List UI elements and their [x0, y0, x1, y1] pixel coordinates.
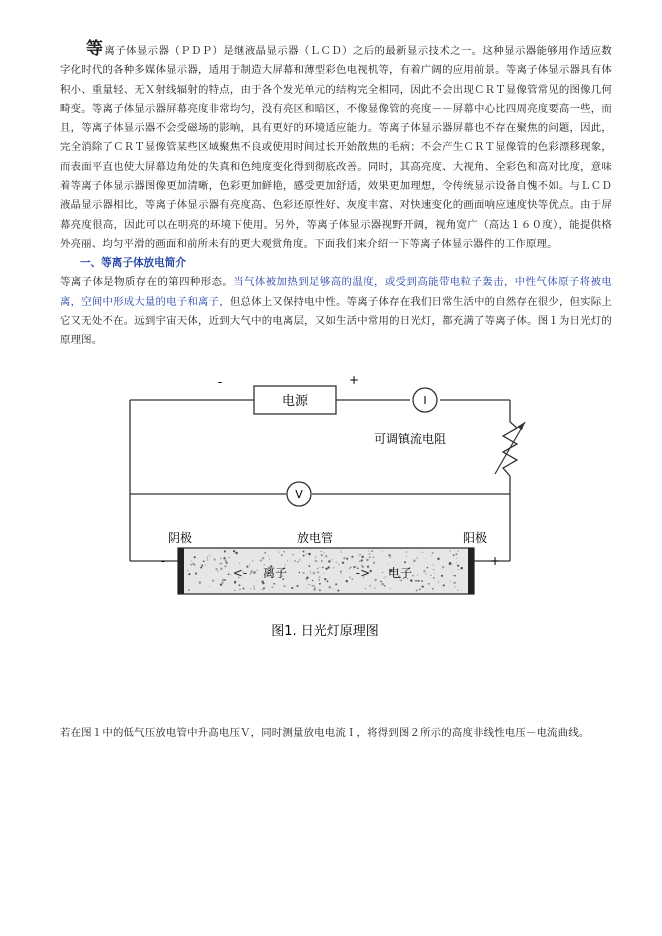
plasma-speck — [281, 554, 283, 556]
plasma-speck — [419, 588, 421, 590]
plasma-speck — [315, 556, 317, 558]
plasma-speck — [457, 590, 458, 591]
plasma-speck — [260, 559, 262, 561]
document-body — [60, 40, 612, 350]
plasma-speck — [455, 586, 456, 587]
plasma-speck — [252, 560, 253, 561]
plasma-speck — [305, 578, 307, 580]
plasma-speck — [369, 553, 371, 555]
voltmeter-label: V — [295, 488, 303, 501]
plasma-speck — [428, 583, 429, 584]
plasma-speck — [333, 588, 334, 589]
plasma-speck — [287, 560, 288, 561]
plasma-speck — [384, 578, 385, 579]
plasma-speck — [453, 575, 454, 576]
plasma-speck — [432, 588, 433, 589]
cathode-minus: - — [160, 554, 166, 568]
plasma-speck — [319, 583, 321, 585]
plasma-speck — [413, 559, 416, 562]
plasma-speck — [443, 584, 445, 586]
plasma-speck — [351, 578, 353, 580]
plasma-speck — [368, 551, 369, 552]
figure-1 — [70, 322, 530, 652]
plasma-speck — [416, 557, 417, 558]
plasma-speck — [458, 551, 459, 552]
plasma-speck — [349, 577, 351, 579]
plasma-speck — [325, 555, 327, 557]
plasma-speck — [442, 566, 444, 568]
plasma-speck — [449, 563, 451, 565]
plasma-speck — [194, 564, 196, 566]
plasma-speck — [427, 567, 429, 569]
plasma-speck — [433, 564, 434, 565]
plasma-speck — [351, 556, 353, 558]
power-label: 电源 — [281, 394, 309, 409]
plasma-speck — [437, 558, 439, 560]
anode-plus: + — [489, 554, 501, 568]
plasma-speck — [431, 556, 432, 557]
figure-caption: 图1. 日光灯原理图 — [271, 624, 379, 639]
plasma-speck — [297, 561, 299, 563]
plasma-speck — [262, 582, 264, 584]
plasma-speck — [220, 563, 222, 565]
plasma-speck — [256, 570, 257, 571]
plasma-speck — [308, 584, 310, 586]
plasma-speck — [191, 560, 192, 561]
plasma-speck — [338, 564, 339, 565]
plasma-speck — [214, 558, 216, 560]
ion-label: 离子 — [262, 566, 288, 580]
section-text-b: 但总体上又保持电中性。等离子体存在我们日常生活中的自然存在很少，但实际上它又无处不在。远到宇宙天体，近到大气中的电离层，又如生活中常用的日光灯，都充满了等离子体。图１为日光灯的原理图。 — [60, 295, 612, 347]
plasma-speck — [209, 586, 210, 587]
plasma-speck — [254, 588, 255, 589]
plasma-speck — [194, 556, 196, 558]
plasma-speck — [441, 575, 443, 577]
plasma-speck — [212, 580, 214, 582]
cathode-electrode — [178, 548, 184, 594]
plasma-speck — [208, 555, 209, 556]
plasma-speck — [421, 580, 423, 582]
discharge-tube — [178, 548, 474, 594]
plasma-speck — [458, 569, 459, 570]
plasma-speck — [314, 587, 316, 589]
plasma-speck — [303, 551, 305, 553]
plasma-speck — [343, 557, 345, 559]
intro-paragraph — [60, 40, 612, 254]
svg-text:->: -> — [355, 566, 371, 580]
plasma-speck — [220, 568, 223, 571]
plasma-speck — [306, 553, 307, 554]
intro-dropcap: 等 — [86, 39, 104, 59]
plasma-speck — [456, 558, 457, 559]
plasma-speck — [371, 550, 373, 552]
plasma-speck — [373, 556, 375, 558]
plasma-speck — [406, 556, 407, 557]
plasma-speck — [434, 573, 435, 574]
plasma-speck — [432, 552, 434, 554]
plasma-speck — [342, 562, 344, 564]
plasma-speck — [251, 570, 254, 573]
plasma-speck — [224, 565, 226, 567]
plasma-speck — [321, 551, 322, 552]
plasma-speck — [460, 567, 463, 570]
plasma-speck — [454, 575, 456, 577]
plasma-speck — [219, 564, 220, 565]
plasma-speck — [389, 554, 391, 556]
plasma-speck — [346, 558, 348, 560]
plasma-speck — [192, 562, 194, 564]
plasma-speck — [224, 550, 226, 552]
plasma-speck — [381, 583, 384, 586]
svg-text:<-: <- — [232, 566, 248, 580]
plasma-speck — [220, 558, 221, 559]
plasma-speck — [422, 552, 423, 553]
plasma-speck — [325, 568, 327, 570]
plasma-speck — [323, 573, 324, 574]
plasma-speck — [369, 585, 370, 586]
plasma-speck — [250, 588, 251, 589]
electron-label: 电子 — [387, 566, 413, 580]
plasma-speck — [361, 559, 363, 561]
plasma-speck — [190, 564, 192, 566]
plasma-speck — [366, 559, 369, 562]
plasma-speck — [388, 563, 389, 564]
plasma-speck — [452, 571, 453, 572]
plasma-speck — [292, 554, 294, 556]
plasma-speck — [187, 570, 189, 572]
plasma-speck — [200, 566, 202, 568]
plasma-speck — [294, 560, 295, 561]
plasma-speck — [188, 589, 190, 591]
plasma-speck — [438, 581, 439, 582]
plasma-speck — [215, 568, 217, 570]
plasma-speck — [412, 575, 414, 577]
plasma-speck — [453, 582, 455, 584]
plasma-speck — [284, 585, 286, 587]
plasma-speck — [341, 573, 342, 574]
plasma-speck — [269, 590, 270, 591]
plasma-speck — [224, 579, 226, 581]
plasma-speck — [258, 570, 259, 571]
plasma-speck — [296, 585, 298, 587]
plasma-speck — [433, 577, 434, 578]
plasma-speck — [321, 554, 323, 556]
plasma-speck — [415, 580, 417, 582]
plasma-speck — [317, 571, 319, 573]
plasma-speck — [346, 580, 348, 582]
plasma-speck — [302, 572, 303, 573]
plasma-speck — [390, 557, 391, 558]
plasma-speck — [374, 579, 376, 581]
plasma-speck — [228, 573, 230, 575]
plasma-speck — [223, 557, 225, 559]
plasma-speck — [299, 572, 300, 573]
plasma-speck — [271, 586, 273, 588]
plasma-speck — [359, 554, 361, 556]
power-plus: + — [348, 373, 360, 387]
plasma-speck — [382, 572, 383, 573]
plasma-speck — [453, 554, 455, 556]
plasma-speck — [250, 573, 252, 575]
plasma-speck — [349, 568, 350, 569]
resistor-arrow — [495, 422, 525, 474]
plasma-speck — [340, 571, 342, 573]
plasma-speck — [335, 584, 336, 585]
plasma-speck — [283, 551, 284, 552]
plasma-speck — [335, 561, 336, 562]
plasma-speck — [455, 553, 457, 555]
plasma-speck — [311, 585, 313, 587]
plasma-speck — [193, 564, 194, 565]
plasma-speck — [310, 573, 311, 574]
plasma-speck — [310, 571, 311, 572]
plasma-speck — [315, 560, 317, 562]
plasma-speck — [326, 580, 328, 582]
plasma-speck — [328, 560, 330, 562]
plasma-speck — [306, 587, 307, 588]
plasma-speck — [228, 557, 229, 558]
plasma-speck — [299, 559, 301, 561]
plasma-speck — [350, 567, 351, 568]
plasma-speck — [313, 572, 315, 574]
plasma-speck — [199, 581, 202, 584]
plasma-speck — [433, 569, 434, 570]
plasma-speck — [230, 574, 231, 575]
plasma-speck — [207, 557, 208, 558]
section-text-a: 等离子体是物质存在的第四种形态。 — [60, 276, 234, 289]
plasma-speck — [337, 590, 339, 592]
plasma-speck — [369, 556, 371, 558]
plasma-speck — [249, 564, 250, 565]
plasma-speck — [450, 581, 451, 582]
plasma-speck — [416, 589, 418, 591]
plasma-speck — [373, 562, 375, 564]
section-heading: 一、等离子体放电简介 — [80, 257, 186, 270]
plasma-speck — [374, 588, 375, 589]
anode-label: 阳极 — [462, 531, 488, 545]
plasma-speck — [319, 567, 320, 568]
plasma-speck — [253, 586, 255, 588]
plasma-speck — [365, 588, 366, 589]
plasma-speck — [262, 589, 264, 591]
plasma-speck — [313, 585, 315, 587]
plasma-speck — [322, 567, 324, 569]
plasma-speck — [380, 581, 382, 583]
plasma-speck — [243, 588, 245, 590]
fluorescent-lamp-diagram — [70, 322, 530, 652]
plasma-speck — [195, 573, 197, 575]
plasma-speck — [340, 551, 341, 552]
plasma-speck — [303, 555, 305, 557]
plasma-speck — [361, 556, 363, 558]
plasma-speck — [359, 556, 360, 557]
plasma-speck — [319, 589, 321, 591]
plasma-speck — [201, 564, 202, 565]
plasma-speck — [269, 559, 270, 560]
plasma-speck — [239, 584, 241, 586]
plasma-speck — [359, 555, 360, 556]
plasma-speck — [450, 550, 451, 551]
ammeter-label: I — [423, 394, 427, 407]
plasma-speck — [328, 586, 331, 589]
plasma-speck — [262, 557, 264, 559]
cathode-label: 阴极 — [167, 531, 193, 545]
plasma-speck — [319, 576, 321, 578]
plasma-speck — [279, 552, 280, 553]
plasma-speck — [207, 559, 208, 560]
plasma-speck — [308, 553, 311, 556]
plasma-speck — [324, 552, 325, 553]
plasma-speck — [382, 551, 383, 552]
plasma-speck — [422, 585, 424, 587]
power-minus: - — [217, 375, 223, 389]
plasma-speck — [317, 568, 318, 569]
plasma-speck — [205, 565, 206, 566]
plasma-speck — [406, 551, 408, 553]
plasma-speck — [438, 583, 439, 584]
plasma-speck — [210, 556, 211, 557]
paragraph-2-block — [60, 724, 612, 743]
plasma-speck — [235, 552, 238, 555]
plasma-speck — [217, 570, 219, 572]
plasma-speck — [359, 560, 361, 562]
plasma-speck — [333, 567, 334, 568]
plasma-speck — [312, 580, 313, 581]
resistor-label: 可调镇流电阻 — [373, 432, 447, 446]
plasma-speck — [431, 575, 432, 576]
plasma-speck — [457, 565, 459, 567]
plasma-speck — [268, 555, 269, 556]
plasma-speck — [222, 579, 224, 581]
plasma-speck — [256, 581, 257, 582]
plasma-speck — [321, 560, 323, 562]
plasma-speck — [308, 565, 310, 567]
plasma-speck — [324, 578, 326, 580]
plasma-speck — [390, 588, 391, 589]
paragraph-2: 若在图１中的低气压放电管中升高电压Ｖ，同时测量放电电流Ｉ，将得到图２所示的高度非线性电压－电流曲线。 — [60, 727, 590, 739]
plasma-speck — [291, 587, 293, 589]
plasma-speck — [456, 562, 457, 563]
plasma-speck — [314, 560, 315, 561]
plasma-speck — [319, 579, 320, 580]
plasma-speck — [253, 572, 255, 574]
plasma-speck — [225, 560, 227, 562]
plasma-speck — [328, 566, 330, 568]
plasma-speck — [331, 559, 332, 560]
plasma-speck — [264, 552, 266, 554]
plasma-speck — [273, 583, 275, 585]
plasma-speck — [261, 589, 262, 590]
plasma-speck — [234, 581, 236, 583]
intro-text: 离子体显示器（ＰＤＰ）是继液晶显示器（ＬＣＤ）之后的最新显示技术之一。这种显示器能够用作适应数字化时代的各种多媒体显示器，适用于制造大屏幕和薄型彩色电视机等，有着广阔的应用前景。等离子体显示器具有体积小、重量轻、无Ｘ射线辐射的特点，由于各个发光单元的结构完全相同，因此不会出现ＣＲＴ显像管常见的图像几何畸变。等离子体显示器屏幕亮度非常均匀，没有亮区和暗区，不像显像管的亮度－－屏幕中心比四周亮度要高一些，而且，等离子体显示器不会受磁场的影响，具有更好的环境适应能力。等离子体显示器屏幕也不存在聚焦的问题，因此，完全消除了ＣＲＴ显像管某些区域聚焦不良或使用时间过长开始散焦的毛病；不会产生ＣＲＴ显像管的色彩漂移现象，而表面平直也使大屏幕边角处的失真和色纯度变化得到彻底改善。同时，其高亮度、大视角、全彩色和高对比度，意味着等离子体显示器图像更加清晰，色彩更加鲜艳，感受更加舒适，效果更加理想，令传统显示设备自愧不如。与ＬＣＤ液晶显示器相比，等离子体显示器有亮度高、色彩还原性好、灰度丰富、对快速变化的画面响应速度快等优点。由于屏幕亮度很高，因此可以在明亮的环境下使用。另外，等离子体显示器视野开阔，视角宽广（高达１６０度），能提供格外亮丽、均匀平滑的画面和前所未有的更大观赏角度。下面我们来介绍一下等离子体显示器件的工作原理。 — [60, 45, 612, 250]
plasma-speck — [417, 580, 419, 582]
plasma-speck — [385, 576, 386, 577]
section-text-highlight: 当气体被加热到足够高的温度，或受到高能带电粒子轰击，中性气体原子将被电离，空间中形成大量的电子和离子， — [60, 276, 612, 308]
plasma-speck — [220, 584, 222, 586]
plasma-speck — [233, 550, 235, 552]
plasma-speck — [384, 585, 385, 586]
plasma-speck — [404, 561, 406, 563]
plasma-speck — [239, 589, 240, 590]
plasma-speck — [417, 575, 418, 576]
plasma-speck — [234, 590, 236, 592]
plasma-speck — [239, 563, 240, 564]
plasma-speck — [188, 573, 190, 575]
plasma-speck — [423, 570, 425, 572]
plasma-speck — [203, 560, 205, 562]
tube-label: 放电管 — [296, 531, 334, 545]
anode-electrode — [468, 548, 474, 594]
plasma-speck — [425, 573, 426, 574]
plasma-speck — [221, 581, 223, 583]
